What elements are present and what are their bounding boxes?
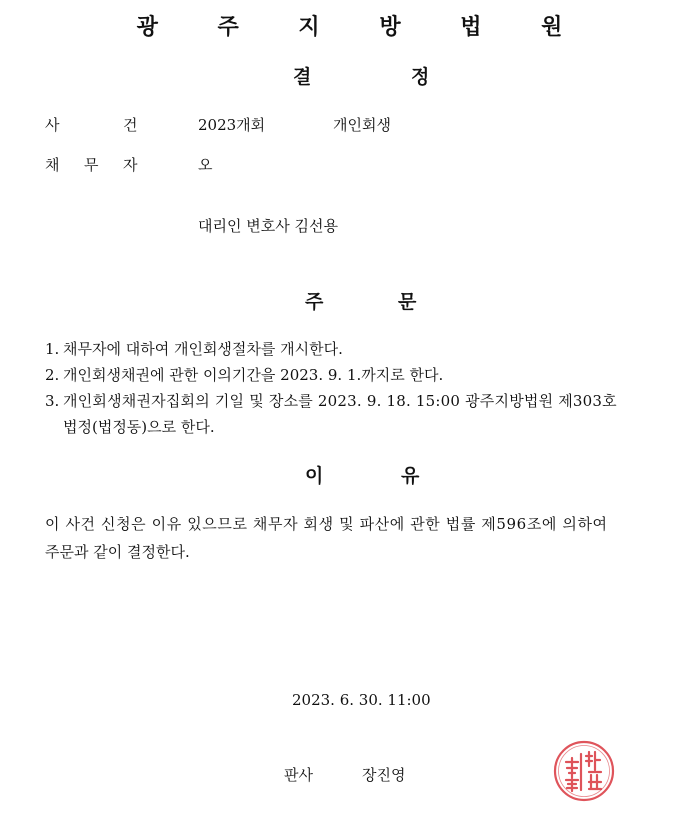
judge-seal-stamp [553,740,615,802]
case-type: 개인회생 [333,116,391,134]
order-text: 채무자에 대하여 개인회생절차를 개시한다. [63,340,343,358]
order-text: 개인회생채권에 관한 이의기간을 2023. 9. 1.까지로 한다. [63,366,444,384]
debtor-name: 오 [198,156,213,174]
order-heading-right: 문 [398,291,417,313]
case-label-char: 건 [123,116,138,134]
debtor-label-char: 무 [84,156,99,174]
order-item [45,336,685,362]
order-item [45,362,685,388]
doc-type-left: 결 [293,66,312,88]
court-name: 광 주 지 방 법 원 [136,15,589,40]
order-text-line: 법정(법정동)으로 한다. [63,418,215,436]
case-label-2 [123,115,138,135]
case-number: 2023개회 [198,116,266,134]
order-number: 2. [45,366,60,384]
order-number: 3. [45,392,60,410]
reason-heading-right: 유 [401,465,420,487]
judge-title: 판사 [284,766,313,784]
reason-line: 주문과 같이 결정한다. [45,543,190,561]
agent: 대리인 변호사 김선용 [198,217,338,235]
order-number: 1. [45,340,60,358]
case-label-char: 사 [45,116,60,134]
order-text-line: 개인회생채권자집회의 기일 및 장소를 2023. 9. 18. 15:00 광주지방법원 제303호 [63,392,617,410]
judge-name: 장진영 [362,766,406,784]
debtor-label-char: 채 [45,156,60,174]
reason-text [45,510,683,566]
order-list [45,336,685,440]
order-item [45,388,685,440]
order-heading-left: 주 [305,291,324,313]
case-label [45,115,60,135]
reason-heading-left: 이 [305,465,324,487]
debtor-label-char: 자 [123,156,138,174]
decision-date: 2023. 6. 30. 11:00 [292,691,431,709]
reason-line: 이 사건 신청은 이유 있으므로 채무자 회생 및 파산에 관한 법률 제596조에 의하여 [45,515,608,533]
doc-type-right: 정 [411,66,430,88]
